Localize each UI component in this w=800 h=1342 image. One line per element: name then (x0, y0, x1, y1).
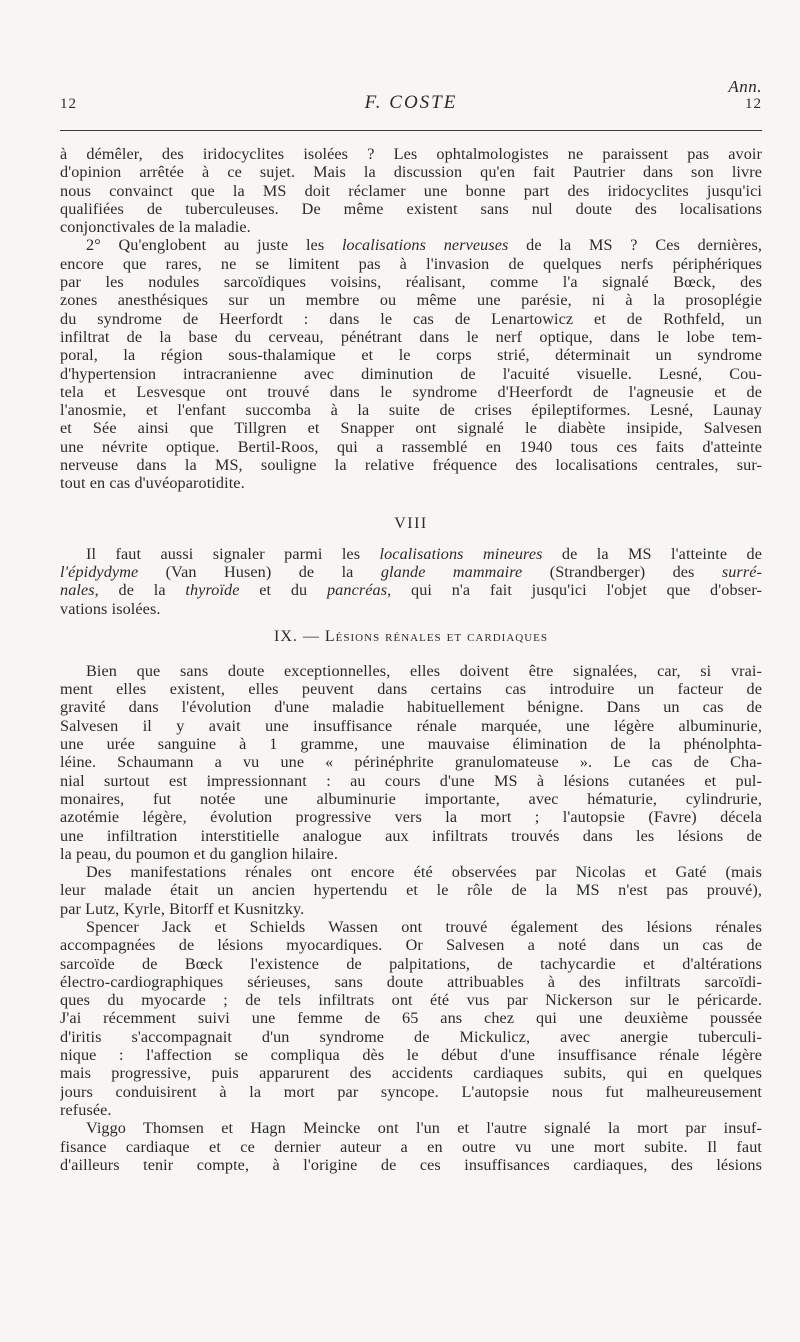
section-heading-ix: IX. — Lésions rénales et cardiaques (273, 627, 548, 645)
text-line: Des manifestations rénales ont encore été observées par Nicolas et Gaté (mais (86, 863, 762, 882)
header-rule (60, 130, 762, 131)
text-line: par les nodules sarcoïdiques voisins, réalisant, comme l'a signalé Bœck, des (60, 273, 762, 292)
running-header (60, 92, 762, 122)
text-line: nous convainct que la MS doit réclamer une bonne part des iridocyclites jusqu'ici (60, 181, 762, 200)
text-line: d'ailleurs tenir compte, à l'origine de ces insuffisances cardiaques, des lésions (60, 1155, 762, 1174)
text-line: la peau, du poumon et du ganglion hilaire. (60, 844, 338, 863)
text-line: monaires, fut notée une albuminurie importante, avec hématurie, cylindrurie, (60, 789, 762, 808)
text-line: ques du myocarde ; de tels infiltrats ont été vus par Nickerson sur le péricarde. (60, 991, 762, 1010)
text-line: nique : l'affection se compliqua dès le début d'une insuffisance rénale légère (60, 1046, 762, 1065)
annotation-ann: Ann. (728, 77, 762, 96)
text-line: du syndrome de Heerfordt : dans le cas de Lenartowicz et de Rothfeld, un (60, 309, 762, 328)
text-line: refusée. (60, 1100, 112, 1119)
text-line: jours conduisirent à la mort par syncope. L'autopsie nous fut malheureusement (60, 1082, 762, 1101)
page-body (60, 145, 762, 1174)
text-line: d'opinion arrêtée à ce sujet. Mais la discussion qu'en fait Pautrier dans son livre (60, 163, 762, 182)
text-line: nales, de la thyroïde et du pancréas, qui n'a fait jusqu'ici l'objet que d'obser- (60, 581, 762, 600)
text-line: par Lutz, Kyrle, Bitorff et Kusnitzky. (60, 899, 305, 918)
text-line: tout en cas d'uvéoparotidite. (60, 474, 245, 493)
text-line: tela et Lesvesque ont trouvé dans le syndrome d'Heerfordt de l'agneusie et de (60, 382, 762, 401)
text-line: l'anosmie, et l'enfant succomba à la suite de crises épileptiformes. Lesné, Launay (60, 401, 762, 420)
text-line: 2° Qu'englobent au juste les localisations nerveuses de la MS ? Ces dernières, (86, 236, 762, 255)
text-line: leur malade était un ancien hypertendu et le rôle de la MS n'est pas prouvé), (60, 881, 762, 900)
text-line: Viggo Thomsen et Hagn Meincke ont l'un et l'autre signalé la mort par insuf- (86, 1119, 762, 1138)
text-line: ment elles existent, elles peuvent dans certains cas introduire un facteur de (60, 680, 762, 699)
text-line: fisance cardiaque et ce dernier auteur a en outre vu une mort subite. Il faut (60, 1137, 762, 1156)
text-line: mais progressive, puis apparurent des accidents cardiaques subits, qui en quelques (60, 1064, 762, 1083)
text-line: infiltrat de la base du cerveau, pénétrant dans le nerf optique, dans le lobe tem- (60, 327, 762, 346)
page-number-left: 12 (60, 96, 77, 112)
text-line: une névrite optique. Bertil-Roos, qui a rassemblé en 1940 tous ces faits d'atteinte (60, 437, 762, 456)
text-line: nial surtout est impressionnant : au cours d'une MS à lésions cutanées et pul- (60, 771, 762, 790)
section-heading-viii: VIII (394, 514, 428, 532)
text-line: J'ai récemment suivi une femme de 65 ans chez qui une deuxième poussée (60, 1009, 762, 1028)
text-line: encore que rares, ne se limitent pas à l'invasion de quelques nerfs périphériques (60, 254, 762, 273)
text-line: d'hypertension intracranienne avec diminution de l'acuité visuelle. Lesné, Cou- (60, 364, 762, 383)
text-line: zones anesthésiques sur un membre ou même une parésie, ni à la prosoplégie (60, 291, 762, 310)
text-line: azotémie légère, évolution progressive vers la mort ; l'autopsie (Favre) décela (60, 808, 762, 827)
text-line: Il faut aussi signaler parmi les localisations mineures de la MS l'atteinte de (86, 544, 762, 563)
text-line: une infiltration interstitielle analogue aux infiltrats trouvés dans les lésions de (60, 826, 762, 845)
text-line: à démêler, des iridocyclites isolées ? Les ophtalmologistes ne paraissent pas avoir (60, 145, 762, 163)
text-line: nerveuse dans la MS, souligne la relative fréquence des localisations centrales, sur- (60, 456, 762, 475)
page-number-right: 12 (745, 96, 762, 112)
text-line: léine. Schaumann a vu une « périnéphrite granulomateuse ». Le cas de Cha- (60, 753, 762, 772)
text-line: conjonctivales de la maladie. (60, 218, 251, 237)
text-line: électro-cardiographiques sérieuses, sans doute attribuables à des infiltrats sarcoïdi- (60, 972, 762, 991)
text-line: d'iritis s'accompagnait d'un syndrome de Mickulicz, avec anergie tuberculi- (60, 1027, 762, 1046)
text-line: accompagnées de lésions myocardiques. Or Salvesen a noté dans un cas de (60, 936, 762, 955)
text-line: vations isolées. (60, 599, 161, 618)
text-line: Salvesen il y avait une insuffisance rénale marquée, une légère albuminurie, (60, 716, 762, 735)
text-line: l'épidydyme (Van Husen) de la glande mammaire (Strandberger) des surré- (60, 562, 762, 581)
text-line: gravité dans l'évolution d'une maladie habituellement bénigne. Dans un cas de (60, 698, 762, 717)
text-line: poral, la région sous-thalamique et le corps strié, déterminait un syndrome (60, 346, 762, 365)
text-line: Bien que sans doute exceptionnelles, elles doivent être signalées, car, si vrai- (86, 661, 762, 680)
text-line: sarcoïde de Bœck l'existence de palpitations, de tachycardie et d'altérations (60, 954, 762, 973)
text-line: et Sée ainsi que Tillgren et Snapper ont signalé le diabète insipide, Salvesen (60, 419, 762, 438)
text-line: qualifiées de tuberculeuses. De même existent sans nul doute des localisations (60, 199, 762, 218)
text-line: Spencer Jack et Schields Wassen ont trouvé également des lésions rénales (86, 917, 762, 936)
text-line: une urée sanguine à 1 gramme, une mauvaise élimination de la phénolphta- (60, 735, 762, 754)
running-title: F. COSTE (364, 92, 458, 113)
